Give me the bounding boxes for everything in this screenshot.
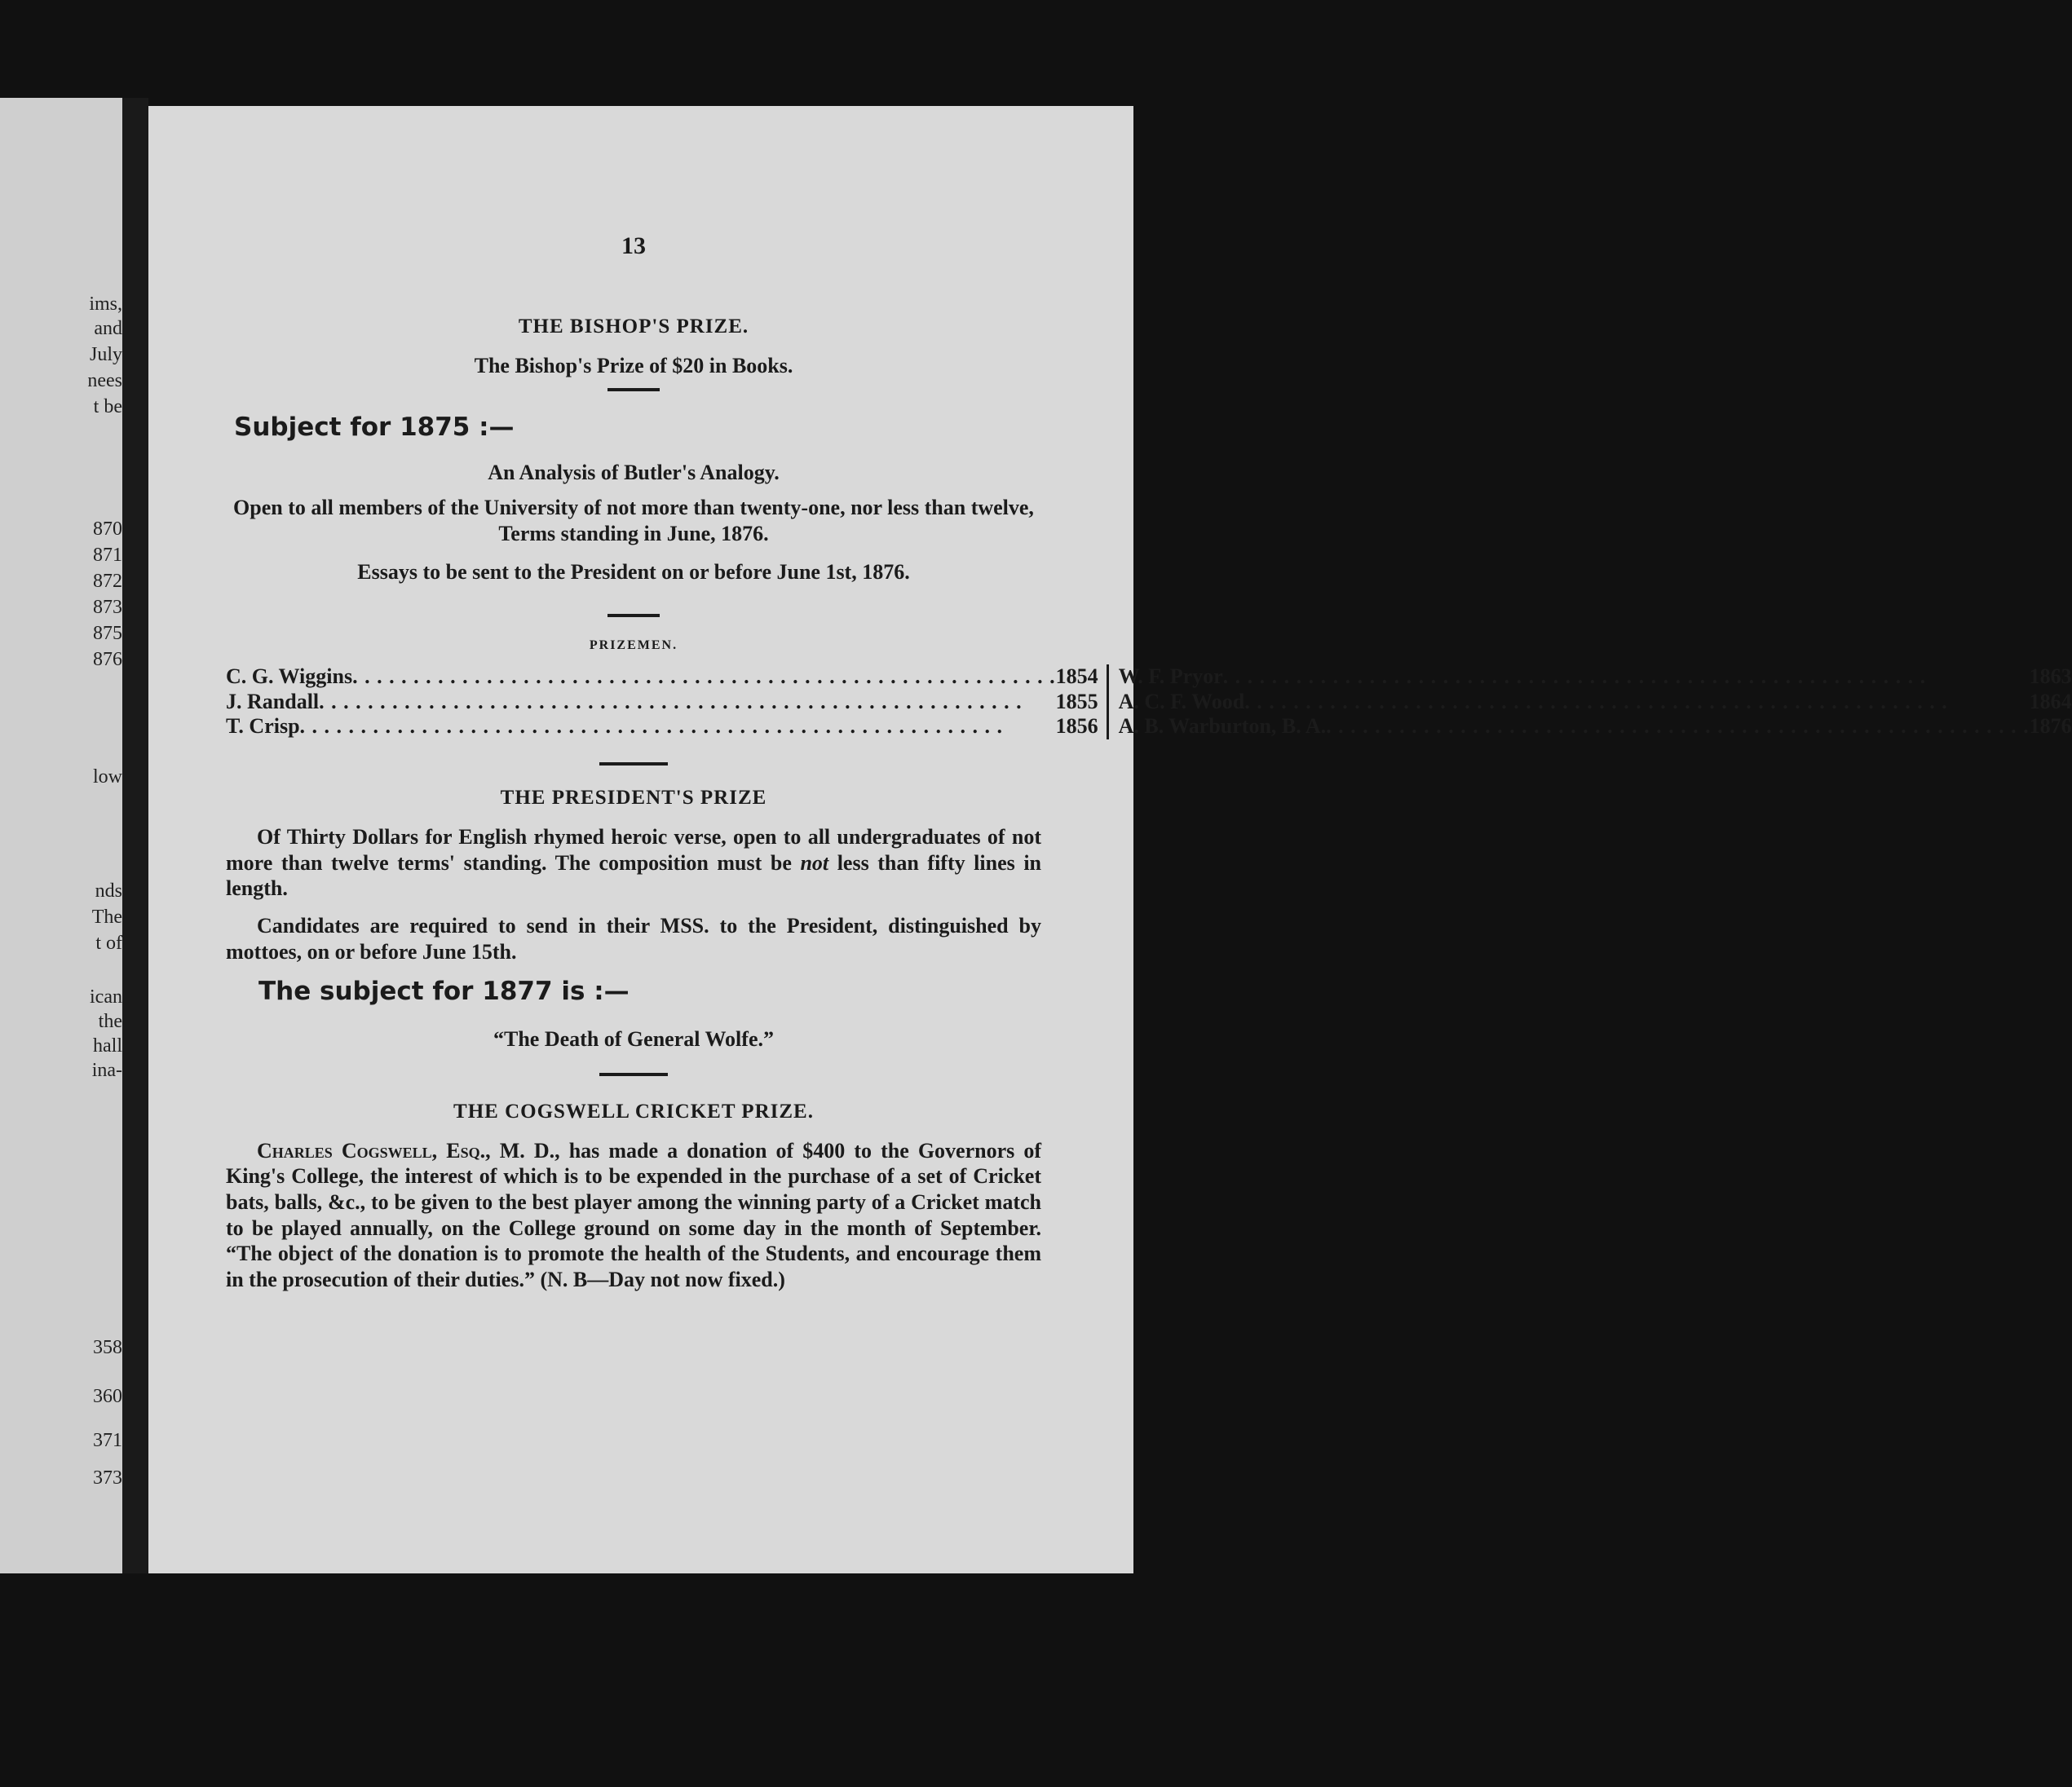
subject-label: The subject for 1877 is :— (258, 976, 630, 1006)
left-fragment: 876 (93, 649, 122, 670)
left-fragment: 358 (93, 1337, 122, 1358)
bishops-prize-section (226, 315, 2072, 766)
prize-description (226, 1138, 1041, 1293)
section-heading: THE PRESIDENT'S PRIZE (500, 786, 767, 809)
prizeman-name: A. C. F. Wood (1118, 689, 1245, 713)
page-content (226, 232, 2072, 1304)
deadline-text: Essays to be sent to the President on or before June 1st, 1876. (357, 559, 910, 584)
left-fragment: 360 (93, 1386, 122, 1407)
emphasis-text: not (800, 850, 829, 875)
prizeman-entry (1119, 664, 2072, 690)
left-fragment: 871 (93, 545, 122, 566)
eligibility-text: Open to all members of the University of not more than twenty-one, nor less than twelve, Terms standing in June, 1876. (233, 496, 1034, 545)
prizemen-column-left (226, 664, 1109, 739)
divider (599, 1073, 668, 1076)
prize-subtitle: The Bishop's Prize of $20 in Books. (474, 354, 793, 377)
left-fragment: nees (87, 370, 122, 391)
left-fragment: hall (93, 1035, 122, 1057)
cogswell-prize-section (226, 1101, 1041, 1293)
prizeman-year: 1863 (2029, 664, 2072, 688)
prizeman-entry (1119, 714, 2072, 739)
divider (607, 388, 660, 391)
prizeman-name: W. F. Pryor (1118, 664, 1223, 688)
left-fragment: 371 (93, 1430, 122, 1451)
section-heading: THE COGSWELL CRICKET PRIZE. (453, 1100, 814, 1123)
left-fragment: ina- (91, 1060, 122, 1081)
left-fragment: 873 (93, 597, 122, 618)
leader-dots (1244, 690, 2029, 715)
left-fragment: ican (90, 986, 122, 1008)
divider (607, 614, 660, 617)
description-text: less than fifty lines in length. (226, 850, 1041, 901)
left-fragment: July (89, 344, 122, 365)
left-fragment: nds (95, 880, 122, 902)
prizemen-column-right (1109, 664, 2072, 739)
leader-dots (1223, 664, 2030, 690)
leader-dots (1326, 714, 2030, 739)
prizeman-entry (226, 664, 1098, 690)
prizeman-year: 1856 (1055, 714, 1098, 739)
left-fragment: and (94, 318, 122, 339)
left-fragment: t of (95, 933, 122, 954)
prizeman-year: 1854 (1055, 664, 1098, 688)
left-fragment: ims, (89, 293, 122, 315)
prizeman-entry (1119, 690, 2072, 715)
prizeman-name: T. Crisp (226, 714, 300, 739)
left-fragment: t be (93, 396, 122, 417)
left-fragment: 870 (93, 518, 122, 540)
page-number: 13 (621, 232, 646, 259)
prizemen-heading: PRIZEMEN. (589, 638, 678, 652)
prizeman-year: 1864 (2029, 689, 2072, 713)
prizeman-entry (226, 714, 1098, 739)
left-fragment: low (93, 766, 122, 788)
left-facing-page (0, 98, 122, 1573)
prizeman-year: 1876 (2029, 714, 2072, 739)
left-fragment: 872 (93, 571, 122, 592)
divider (599, 762, 668, 766)
prizeman-name: A. B. Warburton, B. A. (1118, 714, 1327, 739)
prizeman-name: J. Randall (226, 689, 320, 713)
prizemen-table (226, 664, 2072, 739)
leader-dots (352, 664, 1056, 690)
left-fragment: the (98, 1011, 122, 1032)
section-heading: THE BISHOP'S PRIZE. (518, 315, 749, 338)
left-fragment: 875 (93, 623, 122, 644)
book-gutter (122, 98, 148, 1573)
left-fragment: 373 (93, 1467, 122, 1489)
description-text: has made a donation of $400 to the Governors of King's College, the interest of which is to be expended in the purchase of a set of Cricket bats, balls, &c., to be given to the best player among the winning party of a Cricket match to be played annually, on the College ground on some day in the month of September. “The object of the donation is to promote the health of the Students, and encourage them in the prosecution of their duties.” (N. B—Day not now fixed.) (226, 1138, 1041, 1292)
prizeman-name: C. G. Wiggins (226, 664, 353, 688)
prize-description (226, 824, 1041, 902)
prizeman-year: 1855 (1055, 689, 1098, 713)
candidates-text: Candidates are required to send in their MSS. to the President, distinguished by mottoes, on or before June 15th. (226, 914, 1041, 964)
subject-title: An Analysis of Butler's Analogy. (488, 461, 780, 485)
subject-quote: “The Death of General Wolfe.” (493, 1026, 774, 1051)
description-text: Of Thirty Dollars for English rhymed heroic verse, open to all undergraduates of not more than twelve terms' standing. The composition must be (226, 824, 1041, 875)
leader-dots (319, 690, 1055, 715)
presidents-prize-section (226, 787, 1041, 1076)
leader-dots (300, 714, 1056, 739)
subject-label: Subject for 1875 :— (234, 413, 515, 443)
prizeman-entry (226, 690, 1098, 715)
document-page (148, 106, 2072, 1573)
donor-name: Charles Cogswell, Esq., M. D., (257, 1138, 560, 1163)
left-fragment: The (91, 907, 122, 928)
